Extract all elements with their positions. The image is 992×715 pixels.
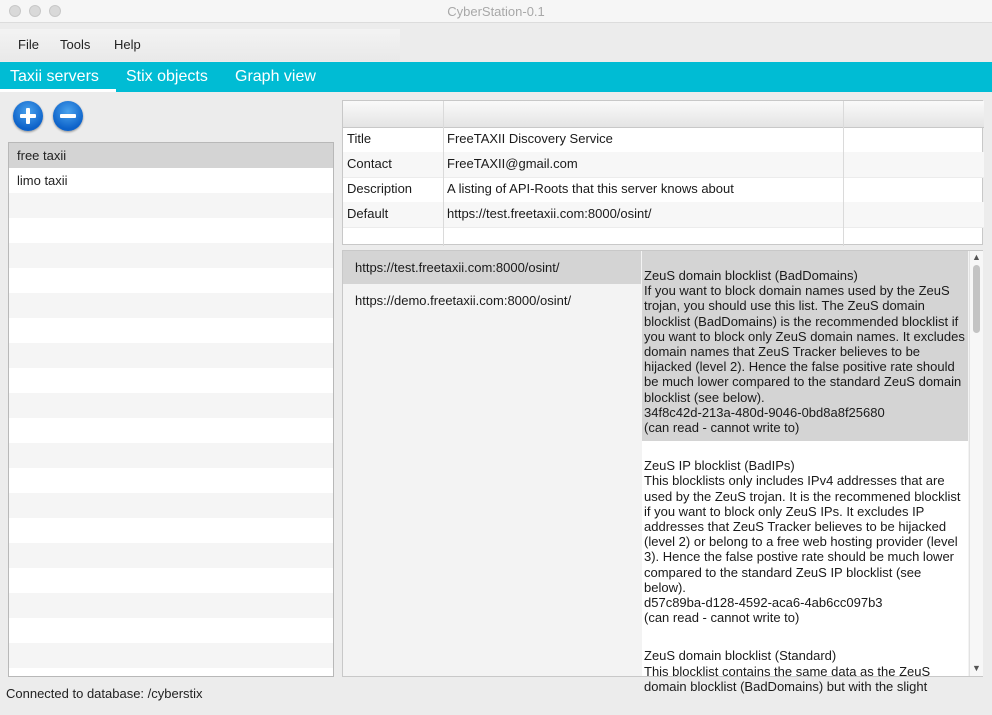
info-key: Title <box>347 131 372 146</box>
table-row[interactable] <box>343 177 984 203</box>
tab-graph-view[interactable]: Graph view <box>235 68 316 85</box>
menu-help[interactable]: Help <box>114 37 141 52</box>
info-value: FreeTAXII Discovery Service <box>447 131 613 146</box>
server-name: free taxii <box>17 148 67 163</box>
scroll-down-icon[interactable]: ▼ <box>972 663 981 673</box>
empty-list-row <box>9 193 333 218</box>
server-list[interactable] <box>8 142 334 677</box>
empty-list-row <box>9 593 333 618</box>
empty-list-row <box>9 443 333 468</box>
tab-bar <box>0 62 992 92</box>
scroll-up-icon[interactable]: ▲ <box>972 252 981 262</box>
table-row[interactable] <box>343 127 984 153</box>
api-root-item[interactable] <box>343 284 641 317</box>
table-row[interactable] <box>343 152 984 178</box>
add-server-button[interactable] <box>13 101 43 131</box>
api-root-item[interactable] <box>343 251 641 284</box>
tab-taxii-servers[interactable]: Taxii servers <box>10 68 99 85</box>
empty-list-row <box>9 643 333 668</box>
column-divider[interactable] <box>843 101 844 246</box>
info-key: Default <box>347 206 389 221</box>
api-root-url: https://demo.freetaxii.com:8000/osint/ <box>355 293 572 308</box>
menu-bar <box>0 29 400 61</box>
remove-server-button[interactable] <box>53 101 83 131</box>
table-header <box>343 101 984 128</box>
status-text: Connected to database: /cyberstix <box>6 686 203 701</box>
empty-list-row <box>9 493 333 518</box>
info-key: Description <box>347 181 413 196</box>
tab-stix-objects[interactable]: Stix objects <box>126 68 208 85</box>
empty-list-row <box>9 543 333 568</box>
collections-scrollbar[interactable] <box>969 251 983 676</box>
menu-file[interactable]: File <box>18 37 39 52</box>
empty-list-row <box>9 393 333 418</box>
empty-list-row <box>9 243 333 268</box>
table-row[interactable] <box>343 202 984 228</box>
info-value: FreeTAXII@gmail.com <box>447 156 578 171</box>
column-divider[interactable] <box>443 101 444 246</box>
collection-item[interactable]: ZeuS domain blocklist (Standard) This blocklist contains the same data as the ZeuS domain blocklist (BadDomains) but with the slight <box>644 648 931 694</box>
window-title: CyberStation-0.1 <box>447 4 545 19</box>
api-root-url: https://test.freetaxii.com:8000/osint/ <box>355 260 560 275</box>
info-value: A listing of API-Roots that this server knows about <box>447 181 734 196</box>
collections-list[interactable] <box>642 251 968 694</box>
collection-item[interactable]: ZeuS IP blocklist (BadIPs) This blocklists only includes IPv4 addresses that are used by the ZeuS trojan. It is the recommened blocklist if you want to block only ZeuS IPs. It excludes IP addresses that ZeuS Tracker believes to be hijacked (level 2) or belong to a free web hosting provider (level 3). Hence the false postive rate should be much lower compared to the standard ZeuS IP blocklist (see below). d57c89ba-d128-4592-aca6-4ab6cc097b3 (can read - cannot write to) <box>644 458 961 626</box>
active-tab-indicator <box>0 89 116 92</box>
server-info-table <box>342 100 983 245</box>
collection-item[interactable]: ZeuS domain blocklist (BadDomains) If you want to block domain names used by the ZeuS trojan, you should use this list. The ZeuS domain blocklist (BadDomains) is the recommended blocklist if you want to block only ZeuS domain names. It excludes domain names that ZeuS Tracker believes to be hijacked (level 2). Hence the false positive rate should be much lower compared to the standard ZeuS domain blocklist (see below). 34f8c42d-213a-480d-9046-0bd8a8f25680 (can read - cannot write to) <box>642 251 968 441</box>
empty-list-row <box>9 343 333 368</box>
server-name: limo taxii <box>17 173 68 188</box>
info-key: Contact <box>347 156 392 171</box>
info-value: https://test.freetaxii.com:8000/osint/ <box>447 206 652 221</box>
window-titlebar <box>0 0 992 23</box>
scroll-thumb[interactable] <box>973 265 980 333</box>
server-list-item[interactable] <box>9 143 333 168</box>
server-list-item[interactable] <box>9 168 333 193</box>
menu-tools[interactable]: Tools <box>60 37 91 52</box>
api-roots-panel <box>342 250 983 694</box>
empty-list-row <box>9 293 333 318</box>
